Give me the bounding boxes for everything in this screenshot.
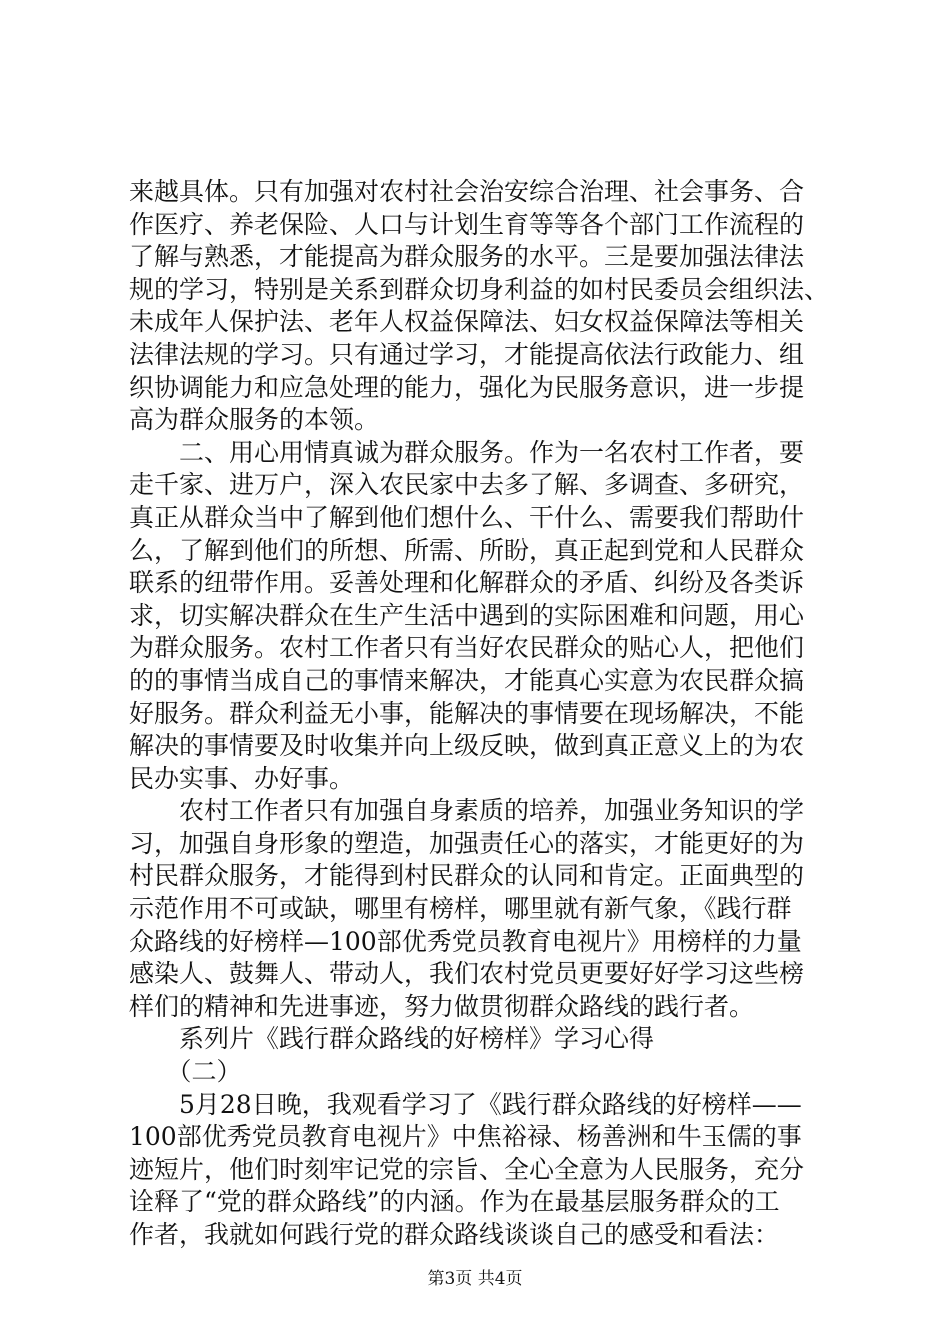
- page-number-footer: 第3页 共4页: [427, 1269, 523, 1289]
- text-line: 民办实事、办好事。: [129, 763, 355, 793]
- text-line: 作者，我就如何践行党的群众路线谈谈自己的感受和看法：: [129, 1220, 780, 1249]
- text-line: 高为群众服务的本领。: [129, 405, 380, 435]
- text-line: 众路线的好榜样—100部优秀党员教育电视片》用榜样的力量: [129, 926, 802, 956]
- text-line: 法律法规的学习。只有通过学习，才能提高依法行政能力、组: [129, 339, 805, 369]
- text-line: 5月28日晚，我观看学习了《践行群众路线的好榜样——: [129, 1089, 802, 1119]
- text-line: 示范作用不可或缺，哪里有榜样，哪里就有新气象，《践行群: [129, 894, 792, 924]
- text-line: 感染人、鼓舞人、带动人，我们农村党员更要好好学习这些榜: [129, 959, 805, 989]
- text-line: 习，加强自身形象的塑造，加强责任心的落实，才能更好的为: [129, 828, 805, 858]
- text-line: 真正从群众当中了解到他们想什么、干什么、需要我们帮助什: [129, 502, 805, 532]
- text-line: 规的学习，特别是关系到群众切身利益的如村民委员会组织法、: [129, 274, 830, 304]
- text-line: 么，了解到他们的所想、所需、所盼，真正起到党和人民群众: [129, 535, 805, 565]
- text-line: 的的事情当成自己的事情来解决，才能真心实意为农民群众搞: [129, 665, 805, 695]
- text-line: 农村工作者只有加强自身素质的培养，加强业务知识的学: [129, 796, 805, 826]
- text-line: 了解与熟悉，才能提高为群众服务的水平。三是要加强法律法: [129, 242, 805, 272]
- text-line: 迹短片，他们时刻牢记党的宗旨、全心全意为人民服务，充分: [129, 1154, 805, 1184]
- text-line: 为群众服务。农村工作者只有当好农民群众的贴心人，把他们: [129, 633, 805, 663]
- text-line: 走千家、进万户，深入农民家中去多了解、多调查、多研究，: [129, 470, 805, 500]
- text-line: 二、用心用情真诚为群众服务。作为一名农村工作者，要: [129, 437, 805, 467]
- text-line: 求，切实解决群众在生产生活中遇到的实际困难和问题，用心: [129, 600, 805, 630]
- text-line: 未成年人保护法、老年人权益保障法、妇女权益保障法等相关: [129, 307, 805, 337]
- text-line: 解决的事情要及时收集并向上级反映，做到真正意义上的为农: [129, 731, 805, 761]
- text-line: 100部优秀党员教育电视片》中焦裕禄、杨善洲和牛玉儒的事: [129, 1122, 802, 1152]
- body-text: [129, 176, 849, 1252]
- text-line: 织协调能力和应急处理的能力，强化为民服务意识，进一步提: [129, 372, 805, 402]
- text-line: 诠释了“党的群众路线”的内涵。作为在最基层服务群众的工: [129, 1187, 780, 1217]
- text-line: 来越具体。只有加强对农村社会治安综合治理、社会事务、合: [129, 177, 805, 206]
- text-line: 联系的纽带作用。妥善处理和化解群众的矛盾、纠纷及各类诉: [129, 568, 805, 598]
- section-subtitle: （二）: [129, 1057, 242, 1087]
- text-line: 好服务。群众利益无小事，能解决的事情要在现场解决，不能: [129, 698, 805, 728]
- text-line: 村民群众服务，才能得到村民群众的认同和肯定。正面典型的: [129, 861, 805, 891]
- section-title: 系列片《践行群众路线的好榜样》学习心得: [129, 1024, 655, 1054]
- text-line: 作医疗、养老保险、人口与计划生育等等各个部门工作流程的: [129, 209, 805, 239]
- text-line: 样们的精神和先进事迹，努力做贯彻群众路线的践行者。: [129, 991, 755, 1021]
